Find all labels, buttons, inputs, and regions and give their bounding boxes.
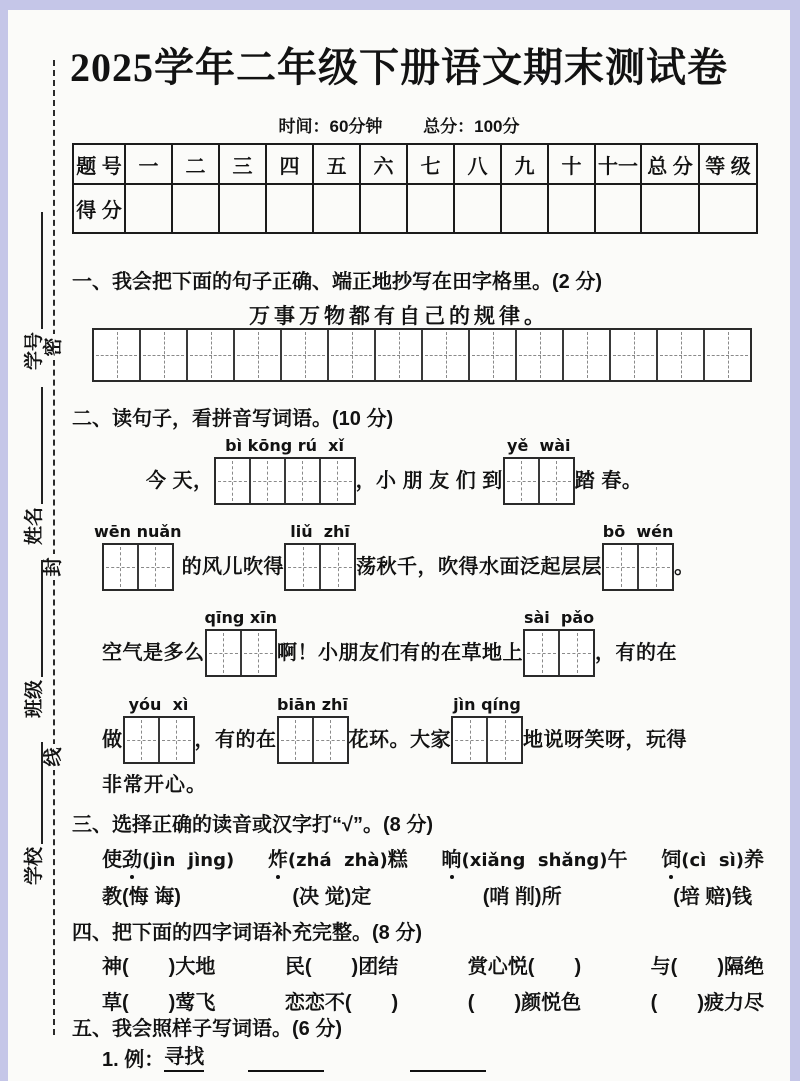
answer-cell[interactable] xyxy=(423,330,470,380)
score-col-6: 六 xyxy=(360,144,407,184)
score-cell[interactable] xyxy=(407,184,454,233)
answer-unit-saipao xyxy=(523,608,595,677)
copy-grid[interactable] xyxy=(92,328,752,382)
answer-cell[interactable] xyxy=(216,459,251,503)
score-col-7: 七 xyxy=(407,144,454,184)
choice-item[interactable]: 炸(zhá zhà)糕 xyxy=(268,843,408,872)
score-cell[interactable] xyxy=(548,184,595,233)
score-cell[interactable] xyxy=(219,184,266,233)
field-name xyxy=(22,387,46,545)
section1-heading: 一、我会把下面的句子正确、端正地抄写在田字格里。(2 分) xyxy=(72,271,602,293)
answer-grid[interactable] xyxy=(451,716,523,764)
answer-unit-yewai xyxy=(503,436,575,505)
answer-grid[interactable] xyxy=(205,629,277,677)
section2-heading: 二、读句子，看拼音写词语。(10 分) xyxy=(72,408,394,430)
score-row-label: 得 分 xyxy=(73,184,125,233)
answer-blank[interactable] xyxy=(248,1050,324,1072)
example-word: 寻找 xyxy=(164,1040,204,1072)
exam-meta xyxy=(8,112,790,137)
answer-cell[interactable] xyxy=(604,545,639,589)
score-cell[interactable] xyxy=(501,184,548,233)
answer-cell[interactable] xyxy=(94,330,141,380)
line4-text1: 做 xyxy=(102,729,123,751)
pinyin-label: wēn nuǎn xyxy=(94,522,182,541)
pinyin-label: sài pǎo xyxy=(523,608,595,627)
score-col-total: 总 分 xyxy=(641,144,699,184)
score-col-8: 八 xyxy=(454,144,501,184)
field-class-label: 班级 xyxy=(24,679,45,718)
fill-item[interactable]: ( )疲力尽 xyxy=(650,992,764,1014)
answer-grid[interactable] xyxy=(602,543,674,591)
line4-text3: 花环。大家 xyxy=(348,729,451,751)
answer-unit-wennuan xyxy=(94,522,182,591)
pinyin-label: bì kōng rú xǐ xyxy=(225,436,344,455)
line3-text3: ，有的在 xyxy=(595,642,678,664)
field-name-label: 姓名 xyxy=(24,506,45,545)
fill-item[interactable]: 草( )莺飞 xyxy=(102,992,216,1014)
total-score-label: 总分：100分 xyxy=(423,117,520,136)
line1-text3: 踏 春。 xyxy=(574,470,643,492)
answer-blank[interactable] xyxy=(410,1050,486,1072)
answer-cell[interactable] xyxy=(540,459,573,503)
section4-row1 xyxy=(102,950,764,979)
answer-cell[interactable] xyxy=(104,545,139,589)
exam-paper xyxy=(8,10,790,1081)
field-student-id xyxy=(22,212,46,370)
score-col-11: 十一 xyxy=(595,144,641,184)
section3-heading: 三、选择正确的读音或汉字打“√”。(8 分) xyxy=(72,814,433,836)
section4-row2 xyxy=(102,986,764,1015)
answer-grid[interactable] xyxy=(277,716,349,764)
score-col-3: 三 xyxy=(219,144,266,184)
line2-text1: 的风儿吹得 xyxy=(181,556,285,578)
answer-cell[interactable] xyxy=(242,631,275,675)
answer-cell[interactable] xyxy=(141,330,188,380)
section5-heading: 五、我会照样子写词语。(6 分) xyxy=(72,1018,342,1040)
answer-cell[interactable] xyxy=(279,718,314,762)
pinyin-label: yě wài xyxy=(507,436,571,455)
section4-heading: 四、把下面的四字词语补充完整。(8 分) xyxy=(72,922,422,944)
field-student-id-label: 学号 xyxy=(24,331,45,370)
score-col-10: 十 xyxy=(548,144,595,184)
answer-unit-jinqing xyxy=(451,695,523,764)
answer-unit-bikongruxi xyxy=(214,436,356,505)
answer-cell[interactable] xyxy=(525,631,560,675)
section2-line3 xyxy=(102,608,677,677)
pinyin-label: bō wén xyxy=(602,522,674,541)
answer-cell[interactable] xyxy=(207,631,242,675)
answer-cell[interactable] xyxy=(251,459,286,503)
line4-text2: ，有的在 xyxy=(194,729,277,751)
answer-cell[interactable] xyxy=(564,330,611,380)
seal-char-feng: 封 xyxy=(41,554,67,580)
field-school xyxy=(22,742,46,885)
answer-cell[interactable] xyxy=(376,330,423,380)
line1-text2: ，小 朋 友 们 到 xyxy=(355,470,503,492)
answer-cell[interactable] xyxy=(160,718,193,762)
score-col-1: 一 xyxy=(125,144,172,184)
pinyin-label: jìn qíng xyxy=(453,695,521,714)
score-cell[interactable] xyxy=(172,184,219,233)
answer-cell[interactable] xyxy=(517,330,564,380)
pinyin-label: liǔ zhī xyxy=(290,522,350,541)
fill-item[interactable]: 赏心悦( ) xyxy=(467,956,582,978)
choice-item[interactable]: 饲(cì sì)养 xyxy=(661,843,764,872)
section1-sentence: 万事万物都有自己的规律。 xyxy=(249,305,549,328)
score-table-header-row xyxy=(73,144,757,184)
answer-unit-qingxin xyxy=(205,608,278,677)
score-col-label: 题 号 xyxy=(73,144,125,184)
answer-cell[interactable] xyxy=(235,330,282,380)
score-cell[interactable] xyxy=(313,184,360,233)
pinyin-label: qīng xīn xyxy=(204,608,278,627)
fill-item[interactable]: ( )颜悦色 xyxy=(467,992,582,1014)
fill-item[interactable]: 神( )大地 xyxy=(102,956,216,978)
answer-grid[interactable] xyxy=(102,543,174,591)
score-cell[interactable] xyxy=(454,184,501,233)
line1-text1: 今 天， xyxy=(146,470,214,492)
answer-cell[interactable] xyxy=(560,631,593,675)
section3-row2 xyxy=(102,880,752,909)
answer-cell[interactable] xyxy=(329,330,376,380)
line3-text2: 啊！小朋友们有的在草地上 xyxy=(277,642,524,664)
answer-cell[interactable] xyxy=(286,459,321,503)
score-col-5: 五 xyxy=(313,144,360,184)
answer-cell[interactable] xyxy=(188,330,235,380)
example-prefix: 1. 例： xyxy=(102,1049,165,1071)
choice-item[interactable]: (培 赔)钱 xyxy=(673,886,752,908)
line2-text3: 。 xyxy=(674,556,695,578)
answer-cell[interactable] xyxy=(639,545,672,589)
score-cell[interactable] xyxy=(360,184,407,233)
score-cell[interactable] xyxy=(595,184,641,233)
answer-grid[interactable] xyxy=(523,629,595,677)
answer-cell[interactable] xyxy=(321,459,354,503)
section2-line5: 非常开心。 xyxy=(102,774,207,796)
score-col-2: 二 xyxy=(172,144,219,184)
field-school-label: 学校 xyxy=(24,846,45,885)
answer-unit-youxi xyxy=(123,695,195,764)
fill-item[interactable]: 与( )隔绝 xyxy=(650,956,764,978)
field-class xyxy=(22,560,46,718)
time-label: 时间：60分钟 xyxy=(278,117,383,136)
choice-item[interactable]: 晌(xiǎng shǎng)午 xyxy=(442,843,628,872)
answer-unit-bianzhi xyxy=(277,695,349,764)
seal-char-mi: 密 xyxy=(41,334,67,360)
line4-text4: 地说呀笑呀，玩得 xyxy=(523,729,687,751)
choice-item[interactable]: 使劲(jìn jìng) xyxy=(102,843,234,872)
field-school-blank[interactable] xyxy=(41,742,43,844)
fill-item[interactable]: 民( )团结 xyxy=(284,956,399,978)
section2-line2 xyxy=(94,522,695,591)
answer-cell[interactable] xyxy=(505,459,540,503)
field-class-blank[interactable] xyxy=(41,560,43,677)
choice-item[interactable]: 教(悔 诲) xyxy=(102,886,181,908)
answer-grid[interactable] xyxy=(284,543,356,591)
answer-grid[interactable] xyxy=(503,457,575,505)
page-title: 2025学年二年级下册语文期末测试卷 xyxy=(70,45,728,90)
answer-cell[interactable] xyxy=(314,718,347,762)
answer-cell[interactable] xyxy=(286,545,321,589)
section2-line4 xyxy=(102,695,687,764)
score-table-score-row xyxy=(73,184,757,233)
answer-unit-liuzhi xyxy=(284,522,356,591)
section3-row1 xyxy=(102,843,764,872)
answer-cell[interactable] xyxy=(470,330,517,380)
answer-cell[interactable] xyxy=(488,718,521,762)
pinyin-label: yóu xì xyxy=(128,695,189,714)
score-cell[interactable] xyxy=(699,184,757,233)
answer-cell[interactable] xyxy=(658,330,705,380)
line3-text1: 空气是多么 xyxy=(102,642,205,664)
answer-cell[interactable] xyxy=(282,330,329,380)
score-col-grade: 等 级 xyxy=(699,144,757,184)
answer-grid[interactable] xyxy=(123,716,195,764)
fill-item[interactable]: 恋恋不( ) xyxy=(284,992,399,1014)
answer-cell[interactable] xyxy=(125,718,160,762)
section2-line1 xyxy=(146,436,642,505)
seal-dashed-line xyxy=(53,60,55,1035)
score-table xyxy=(72,143,758,234)
score-cell[interactable] xyxy=(266,184,313,233)
section5-item1 xyxy=(102,1040,486,1072)
answer-cell[interactable] xyxy=(139,545,172,589)
score-cell[interactable] xyxy=(125,184,172,233)
answer-cell[interactable] xyxy=(611,330,658,380)
field-name-blank[interactable] xyxy=(41,387,43,504)
score-cell[interactable] xyxy=(641,184,699,233)
answer-grid[interactable] xyxy=(214,457,356,505)
answer-cell[interactable] xyxy=(705,330,750,380)
line2-text2: 荡秋千，吹得水面泛起层层 xyxy=(356,556,603,578)
choice-item[interactable]: (决 觉)定 xyxy=(292,886,372,908)
answer-unit-bowen xyxy=(602,522,674,591)
seal-char-xian: 线 xyxy=(41,744,67,770)
pinyin-label: biān zhī xyxy=(277,695,348,714)
answer-cell[interactable] xyxy=(453,718,488,762)
score-col-9: 九 xyxy=(501,144,548,184)
choice-item[interactable]: (哨 削)所 xyxy=(482,886,562,908)
score-col-4: 四 xyxy=(266,144,313,184)
answer-cell[interactable] xyxy=(321,545,354,589)
